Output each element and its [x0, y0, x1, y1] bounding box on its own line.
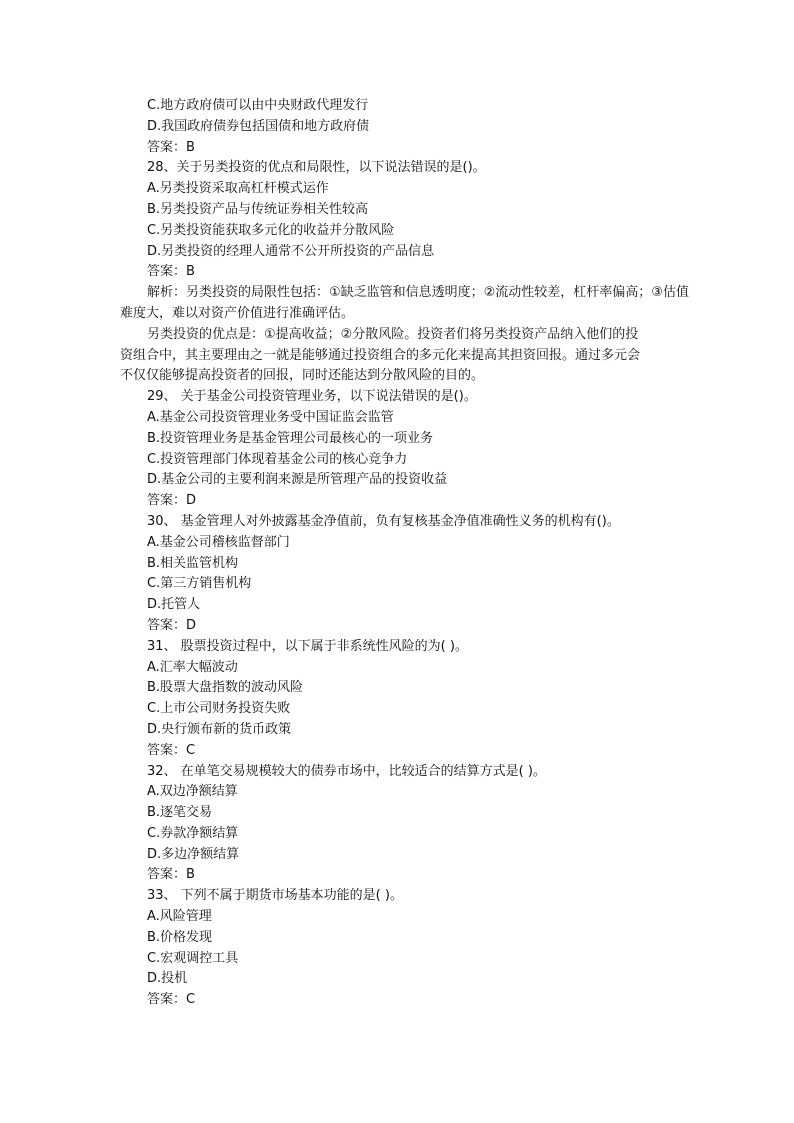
answer: 答案：C [147, 992, 196, 1008]
option-a: A.基金公司稽核监督部门 [147, 534, 290, 550]
option-a: A.风险管理 [147, 909, 212, 925]
option-c: C.地方政府债可以由中央财政代理发行 [147, 98, 369, 113]
question-33: 33、 下列不属于期货市场基本功能的是( )。 [147, 888, 403, 904]
analysis-paragraph-1 [120, 283, 695, 325]
option-a: A.汇率大幅波动 [147, 659, 238, 675]
option-d: D.央行颁布新的货币政策 [147, 721, 292, 737]
option-d: D.另类投资的经理人通常不公开所投资的产品信息 [147, 243, 435, 259]
answer: 答案：D [147, 493, 197, 509]
option-b: B.逐笔交易 [147, 805, 213, 821]
answer: 答案：B [147, 264, 195, 280]
question-32: 32、 在单笔交易规模较大的债券市场中，比较适合的结算方式是( )。 [147, 763, 546, 779]
answer: 答案：C [147, 742, 196, 758]
option-c: C.第三方销售机构 [147, 576, 252, 592]
option-c: C.券款净额结算 [147, 825, 239, 841]
question-29: 29、 关于基金公司投资管理业务，以下说法错误的是()。 [147, 389, 477, 405]
analysis-paragraph-2: 另类投资的优点是：①提高收益；②分散风险。投资者们将另类投资产品纳入他们的投资组合中，其主要理由之一就是能够通过投资组合的多元化来提高其担资回报。通过多元会不仅仅能够提高投资者的回报，同时还能达到分散风险的目的。 [120, 326, 641, 384]
option-d: D.我国政府债券包括国债和地方政府债 [147, 118, 370, 134]
question-30: 30、 基金管理人对外披露基金净值前，负有复核基金净值准确性义务的机构有()。 [147, 513, 620, 529]
option-c: C.宏观调控工具 [147, 950, 239, 966]
question-31: 31、 股票投资过程中，以下属于非系统性风险的为( )。 [147, 638, 468, 654]
option-d: D.基金公司的主要利润来源是所管理产品的投资收益 [147, 472, 448, 488]
option-b: B.相关监管机构 [147, 555, 239, 571]
option-d: D.多边净额结算 [147, 846, 240, 862]
option-d: D.托管人 [147, 597, 201, 613]
document-body [120, 96, 689, 1011]
analysis-text-1: 解析：另类投资的局限性包括：①缺乏监管和信息透明度；②流动性较差，杠杆率偏高；③估值难度大，难以对资产价值进行准确评估。 [120, 285, 689, 321]
option-c: C.投资管理部门体现着基金公司的核心竞争力 [147, 451, 408, 467]
answer: 答案：D [147, 617, 197, 633]
answer: 答案：B [147, 867, 195, 883]
option-a: A.另类投资采取高杠杆模式运作 [147, 181, 329, 197]
option-c: C.上市公司财务投资失败 [147, 701, 291, 717]
option-d: D.投机 [147, 971, 188, 987]
option-b: B.投资管理业务是基金管理公司最核心的一项业务 [147, 430, 434, 446]
option-a: A.基金公司投资管理业务受中国证监会监管 [147, 409, 394, 425]
option-a: A.双边净额结算 [147, 784, 238, 800]
question-28: 28、关于另类投资的优点和局限性，以下说法错误的是()。 [147, 160, 486, 176]
option-b: B.另类投资产品与传统证券相关性较高 [147, 201, 369, 217]
answer: 答案：B [147, 139, 195, 155]
option-b: B.价格发现 [147, 929, 213, 945]
option-c: C.另类投资能获取多元化的收益并分散风险 [147, 222, 395, 238]
option-b: B.股票大盘指数的波动风险 [147, 680, 304, 696]
